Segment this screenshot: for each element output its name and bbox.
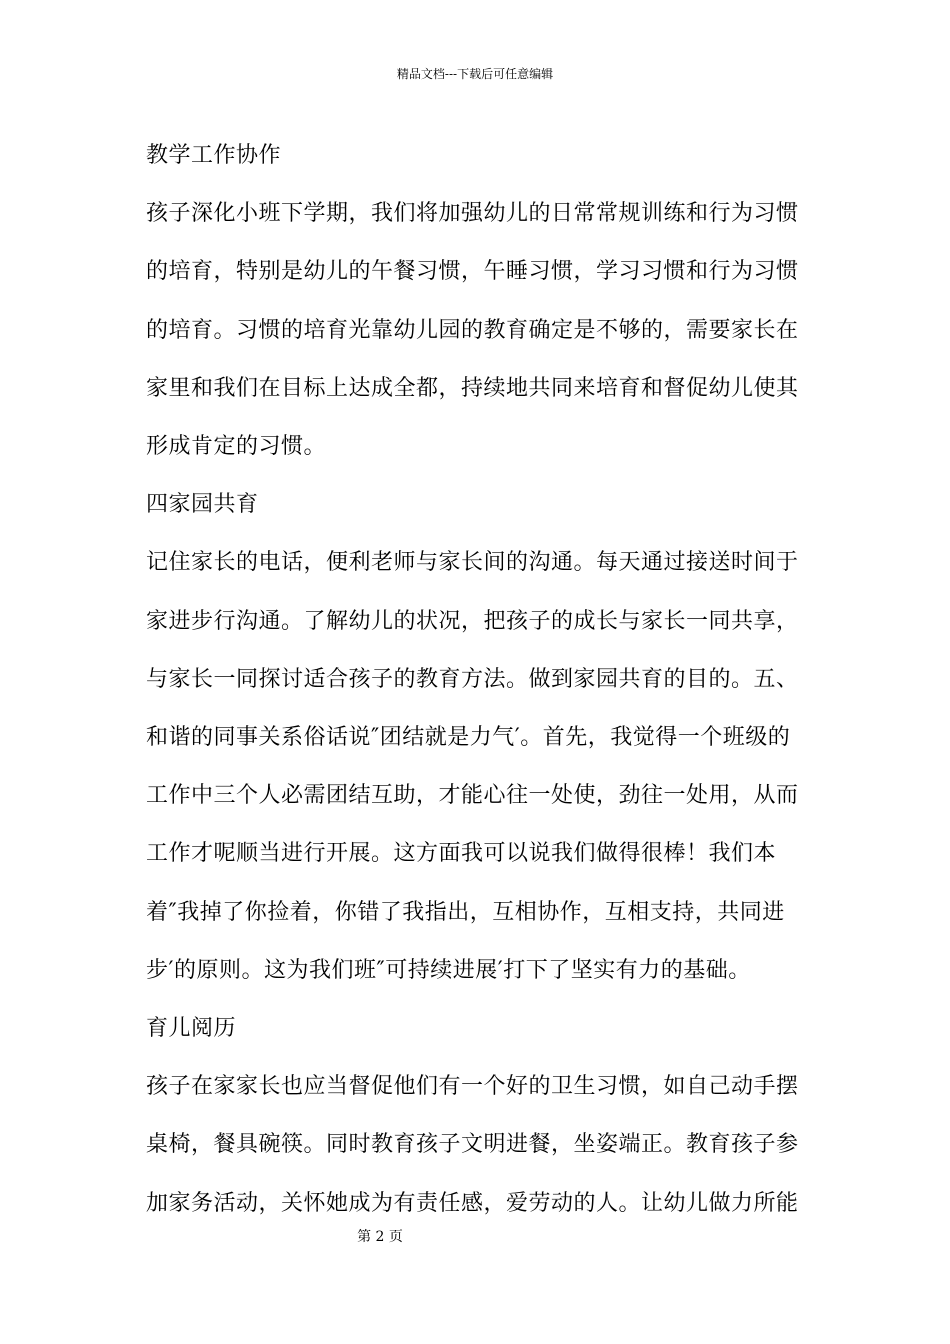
- paragraph-line: 孩子在家家长也应当督促他们有一个好的卫生习惯，如自己动手摆: [146, 1074, 799, 1100]
- heading-parenting-experience: 育儿阅历: [146, 1016, 237, 1042]
- paragraph-line: 加家务活动，关怀她成为有责任感，爱劳动的人。让幼儿做力所能: [146, 1190, 799, 1216]
- paragraph-line: 孩子深化小班下学期，我们将加强幼儿的日常常规训练和行为习惯: [146, 201, 799, 227]
- page-number: 第 2 页: [357, 1229, 403, 1245]
- heading-home-school: 四家园共育: [146, 492, 259, 518]
- paragraph-line: 工作中三个人必需团结互助，才能心往一处使，劲往一处用，从而: [146, 783, 799, 809]
- paragraph-line: 的培育，特别是幼儿的午餐习惯，午睡习惯，学习习惯和行为习惯: [146, 259, 799, 285]
- paragraph-line: 桌椅，餐具碗筷。同时教育孩子文明进餐，坐姿端正。教育孩子参: [146, 1132, 799, 1158]
- paragraph-line: 家进步行沟通。了解幼儿的状况，把孩子的成长与家长一同共享，: [146, 608, 799, 634]
- paragraph-line: 形成肯定的习惯。: [146, 434, 327, 460]
- paragraph-line: 着″我掉了你捡着，你错了我指出，互相协作，互相支持，共同进: [146, 899, 785, 925]
- paragraph-line: 和谐的同事关系俗话说″团结就是力气′。首先，我觉得一个班级的: [146, 725, 791, 751]
- paragraph-line: 工作才呢顺当进行开展。这方面我可以说我们做得很棒！我们本: [146, 841, 777, 867]
- paragraph-line: 与家长一同探讨适合孩子的教育方法。做到家园共育的目的。五、: [146, 666, 799, 692]
- paragraph-line: 记住家长的电话，便利老师与家长间的沟通。每天通过接送时间于: [146, 550, 799, 576]
- heading-teaching-cooperation: 教学工作协作: [146, 143, 282, 168]
- paragraph-line: 的培育。习惯的培育光靠幼儿园的教育确定是不够的，需要家长在: [146, 317, 799, 343]
- paragraph-line: 步′的原则。这为我们班″可持续进展′打下了坚实有力的基础。: [146, 957, 751, 983]
- document-body: [146, 127, 806, 1233]
- page-header: 精品文档---下载后可任意编辑: [396, 67, 554, 81]
- paragraph-line: 家里和我们在目标上达成全都，持续地共同来培育和督促幼儿使其: [146, 375, 799, 401]
